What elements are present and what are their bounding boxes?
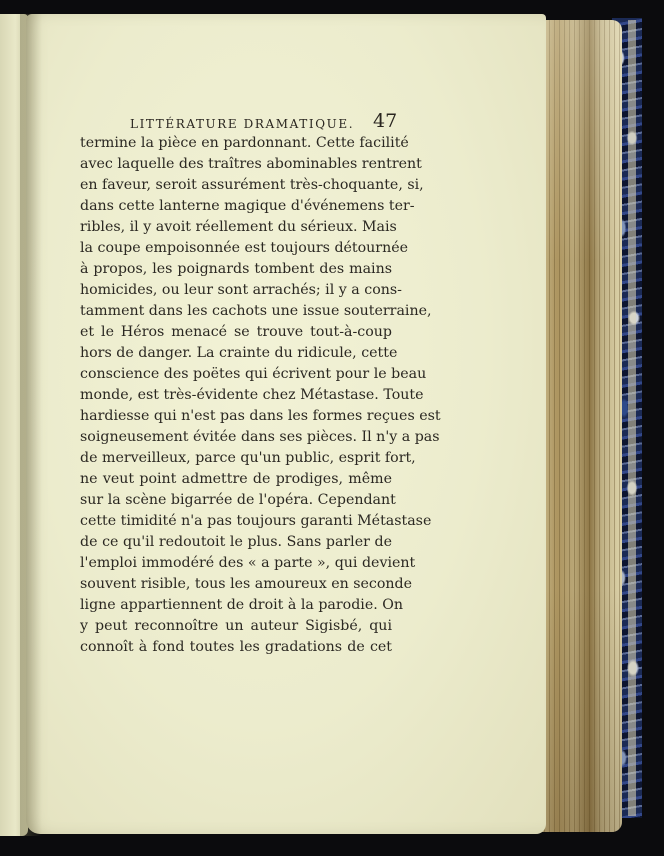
text-line: monde, est très-évidente chez Métastase. Toute [80,387,424,403]
text-line: homicides, ou leur sont arrachés; il y a cons- [80,282,402,298]
text-line: soigneusement évitée dans ses pièces. Il n'y a pas [80,429,440,445]
text-line: souvent risible, tous les amoureux en seconde [80,576,413,592]
text-line: ne veut point admettre de prodiges, même [80,471,392,487]
text-line: sur la scène bigarrée de l'opéra. Cependant [80,492,396,508]
text-line: la coupe empoisonnée est toujours détournée [80,240,409,256]
running-title: LITTÉRATURE DRAMATIQUE. [130,117,355,131]
text-line: de merveilleux, parce qu'un public, esprit fort, [80,450,416,466]
text-line: de ce qu'il redoutoit le plus. Sans parler de [80,534,392,550]
text-line: termine la pièce en pardonnant. Cette facilité [80,135,409,151]
page-number: 47 [373,110,398,132]
text-line: à propos, les poignards tombent des mains [80,261,392,277]
text-line: conscience des poëtes qui écrivent pour le beau [80,366,427,382]
text-line: ligne appartiennent de droit à la parodie. On [80,597,404,613]
text-line: y peut reconnoître un auteur Sigisbé, qui [80,618,392,634]
text-line: avec laquelle des traîtres abominables rentrent [80,156,422,172]
text-line: hors de danger. La crainte du ridicule, cette [80,345,398,361]
text-line: hardiesse qui n'est pas dans les formes reçues est [80,408,441,424]
text-line: ribles, il y avoit réellement du sérieux. Mais [80,219,397,235]
text-line: en faveur, seroit assurément très-choquante, si, [80,177,424,193]
text-line: cette timidité n'a pas toujours garanti Métastase [80,513,432,529]
text-line: connoît à fond toutes les gradations de cet [80,639,392,655]
text-line: et le Héros menacé se trouve tout-à-coup [80,324,392,340]
text-line: l'emploi immodéré des « a parte », qui devient [80,555,416,571]
text-line: dans cette lanterne magique d'événemens ter- [80,198,415,214]
text-line: tamment dans les cachots une issue souterraine, [80,303,432,319]
